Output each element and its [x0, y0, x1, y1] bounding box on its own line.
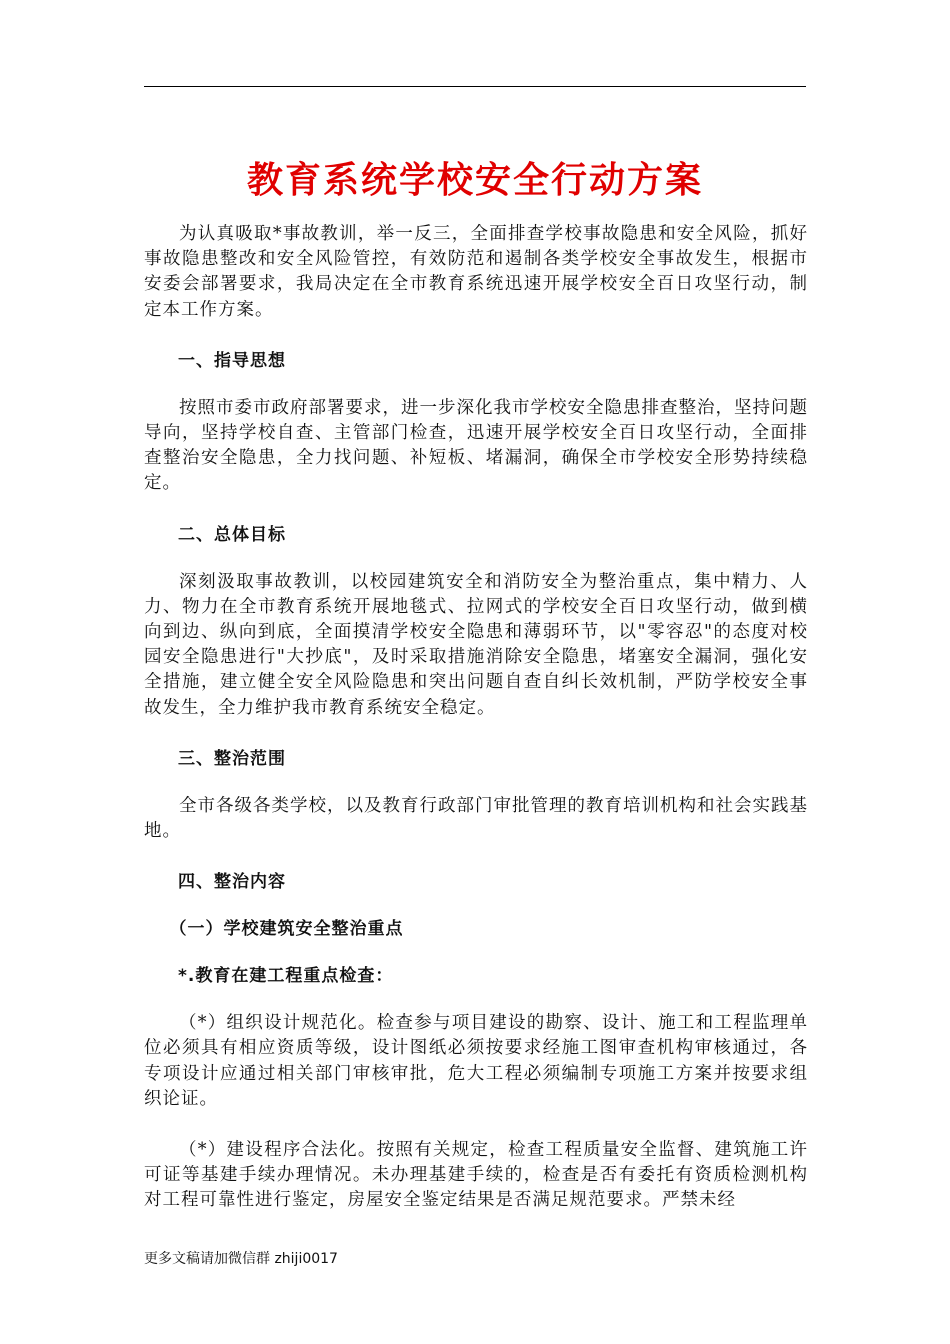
item-paragraph: （*）建设程序合法化。按照有关规定，检查工程质量安全监督、建筑施工许可证等基建手续办理情况。未办理基建手续的，检查是否有委托有资质检测机构对工程可靠性进行鉴定，房屋安全鉴定结果是否满足规范要求。严禁未经 [144, 1140, 808, 1211]
section-body: 按照市委市政府部署要求，进一步深化我市学校安全隐患排查整治，坚持问题导向，坚持学校自查、主管部门检查，迅速开展学校安全百日攻坚行动，全面排查整治安全隐患，全力找问题、补短板、堵漏洞，确保全市学校安全形势持续稳定。 [144, 397, 808, 494]
section-body: 深刻汲取事故教训，以校园建筑安全和消防安全为整治重点，集中精力、人力、物力在全市教育系统开展地毯式、拉网式的学校安全百日攻坚行动，做到横向到边、纵向到底，全面摸清学校安全隐患和薄弱环节，以"零容忍"的态度对校园安全隐患进行"大抄底"，及时采取措施消除安全隐患，堵塞安全漏洞，强化安全措施，建立健全安全风险隐患和突出问题自查自纠长效机制，严防学校安全事故发生，全力维护我市教育系统安全稳定。 [144, 571, 808, 718]
section-heading: 二、总体目标 [178, 524, 286, 545]
document-body [144, 222, 808, 1214]
footer-note: 更多文稿请加微信群 zhiji0017 [144, 1251, 338, 1267]
intro-paragraph: 为认真吸取*事故教训，举一反三，全面排查学校事故隐患和安全风险，抓好事故隐患整改和安全风险管控，有效防范和遏制各类学校安全事故发生，根据市安委会部署要求，我局决定在全市教育系统迅速开展学校安全百日攻坚行动，制定本工作方案。 [144, 224, 808, 320]
item-heading: *.教育在建工程重点检查： [178, 966, 394, 987]
section-heading: 三、整治范围 [178, 748, 286, 769]
section-heading: 四、整治内容 [178, 872, 286, 893]
document-title: 教育系统学校安全行动方案 [246, 159, 703, 201]
subsection-heading: （一）学校建筑安全整治重点 [169, 919, 404, 940]
item-paragraph: （*）组织设计规范化。检查参与项目建设的勘察、设计、施工和工程监理单位必须具有相应资质等级，设计图纸必须按要求经施工图审查机构审核通过，各专项设计应通过相关部门审核审批，危大工程必须编制专项施工方案并按要求组织论证。 [144, 1013, 808, 1109]
header-rule [144, 86, 806, 87]
section-body: 全市各级各类学校，以及教育行政部门审批管理的教育培训机构和社会实践基地。 [144, 795, 808, 842]
section-heading: 一、指导思想 [178, 350, 286, 371]
